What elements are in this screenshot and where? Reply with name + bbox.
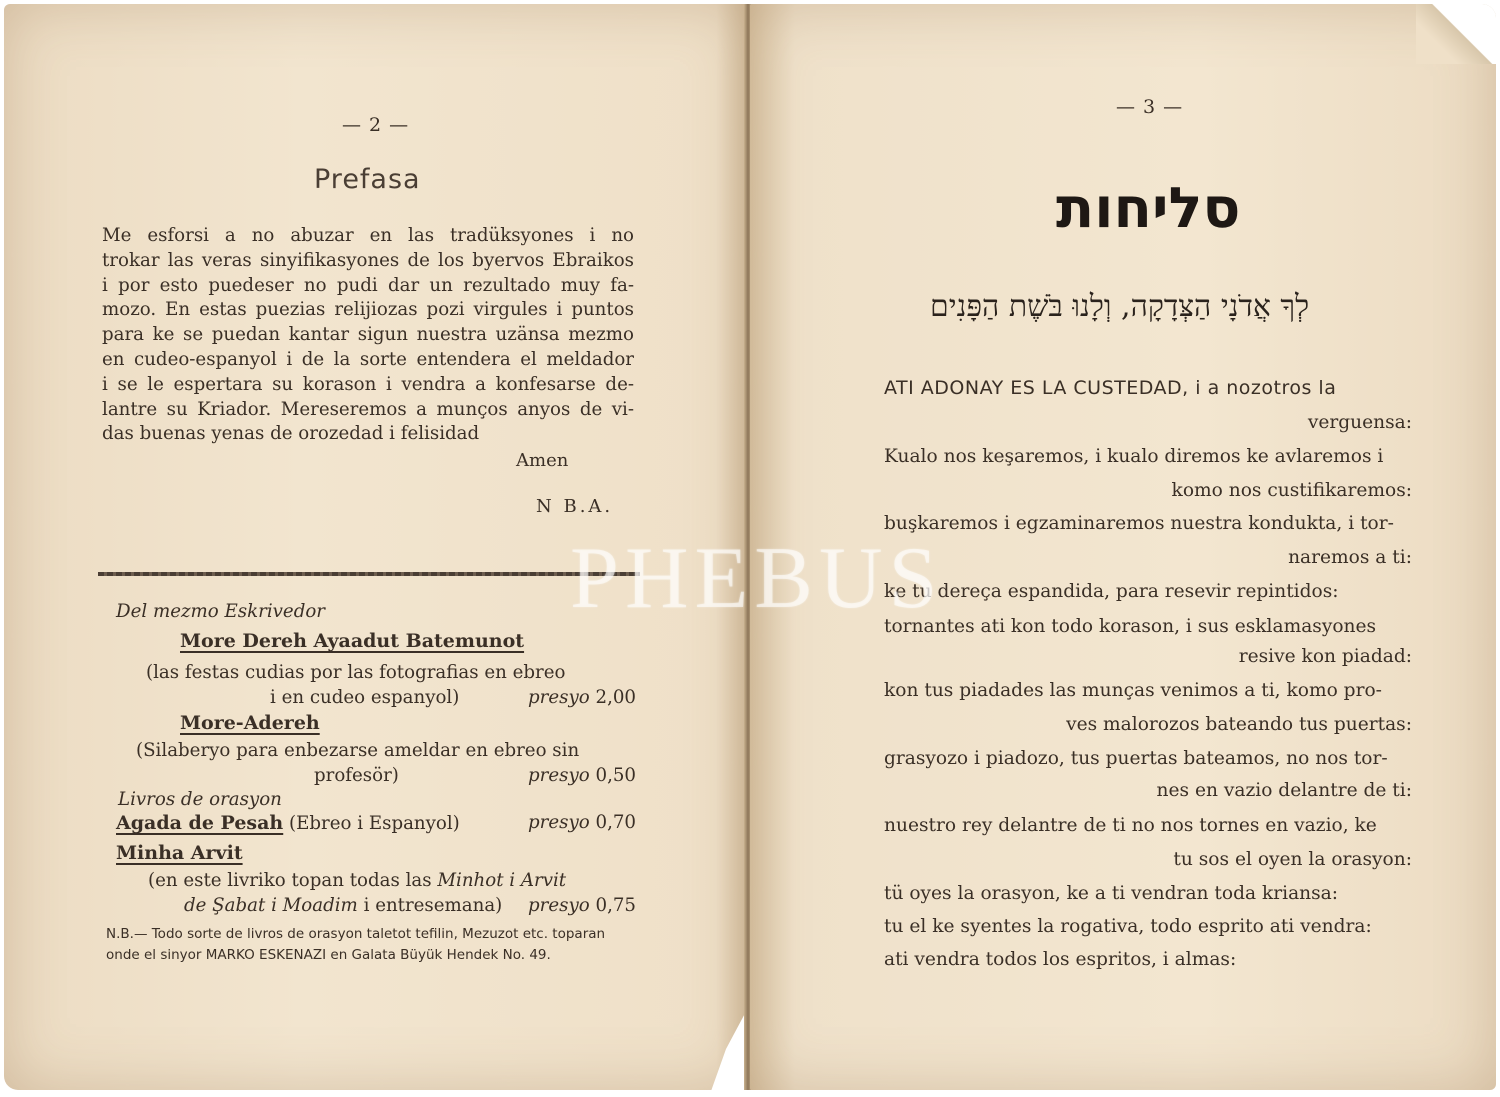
book4-desc-part: (en este livriko topan todas las xyxy=(148,870,432,891)
book4-desc-italic: Minhot i Arvit xyxy=(437,870,567,891)
price-value: 2,00 xyxy=(595,687,636,708)
book1-desc: (las festas cudias por las fotografias en ebreo xyxy=(146,662,566,683)
verse-line: tornantes ati kon todo korason, i sus esklamasyones xyxy=(884,616,1377,637)
book1-desc: i en cudeo espanyol) xyxy=(270,687,460,708)
price-value: 0,75 xyxy=(595,895,636,916)
preface-line: en cudeo-espanyol i de la sorte entendera el meldador xyxy=(102,348,634,370)
page-number-right: — 3 — xyxy=(1116,96,1184,118)
preface-line: mozo. En estas puezias relijiozas pozi virgules i puntos xyxy=(102,299,634,321)
book4-desc xyxy=(148,870,566,891)
preface-line: i por esto puedeser no pudi dar un rezultado muy fa- xyxy=(102,274,634,296)
book3-title: Agada de Pesah xyxy=(116,812,284,834)
preface-line: trokar las veras sinyifikasyones de los byervos Ebraikos xyxy=(102,249,634,271)
preface-line: i se le espertara su korason i vendra a konfesarse de- xyxy=(102,373,634,395)
book4-title: Minha Arvit xyxy=(116,842,243,864)
verse-line: grasyozo i piadozo, tus puertas bateamos, no nos tor- xyxy=(884,748,1388,769)
catalog-heading: Del mezmo Eskrivedor xyxy=(116,601,325,622)
verse-line: kon tus piadades las munças venimos a ti, komo pro- xyxy=(884,680,1382,701)
book2-desc: (Silaberyo para enbezarse ameldar en ebreo sin xyxy=(136,740,580,761)
book2-title: More-Adereh xyxy=(180,712,320,734)
book1-title: More Dereh Ayaadut Batemunot xyxy=(180,630,525,652)
catalog-subheading: Livros de orasyon xyxy=(118,789,282,810)
book3-desc: (Ebreo i Espanyol) xyxy=(289,813,460,834)
verse-line: buşkaremos i egzaminaremos nuestra kondukta, i tor- xyxy=(884,513,1394,534)
book4-price xyxy=(528,895,636,916)
verse-line: nuestro rey delantre de ti no nos tornes en vazio, ke xyxy=(884,815,1377,836)
book1-price xyxy=(528,687,636,708)
verse-line: naremos a ti: xyxy=(1288,547,1412,568)
preface-line: Me esforsi a no abuzar en las tradüksyones i no xyxy=(102,225,634,246)
verse-line: komo nos custifikaremos: xyxy=(1171,480,1412,501)
signature: N B.A. xyxy=(536,496,614,517)
verse-line: tu sos el oyen la orasyon: xyxy=(1173,849,1412,870)
price-label: presyo xyxy=(528,812,590,833)
verse-line: tü oyes la orasyon, ke a ti vendran toda kriansa: xyxy=(884,883,1339,904)
preface-text xyxy=(102,224,634,447)
page-number-left: — 2 — xyxy=(342,114,410,136)
verse-line: ke tu dereça espandida, para resevir repintidos: xyxy=(884,581,1339,602)
preface-title: Prefasa xyxy=(314,164,421,195)
preface-line: lantre su Kriador. Mereseremos a munços anyos de vi- xyxy=(102,398,634,420)
price-label: presyo xyxy=(528,687,590,708)
verse-line: Kualo nos keşaremos, i kualo diremos ke avlaremos i xyxy=(884,446,1384,467)
watermark-text: PHEBUS xyxy=(570,530,944,627)
divider-rule xyxy=(98,572,640,576)
worn-corner xyxy=(1416,4,1496,64)
verse-line: ATI ADONAY ES LA CUSTEDAD, i a nozotros la xyxy=(884,377,1337,399)
book3-line xyxy=(116,812,460,834)
price-label: presyo xyxy=(528,765,590,786)
preface-line: para ke se puedan kantar sigun nuestra uzänsa mezmo xyxy=(102,324,634,346)
verse-line: verguensa: xyxy=(1307,412,1412,433)
book2-price xyxy=(528,765,636,786)
verse-line: ati vendra todos los espritos, i almas: xyxy=(884,949,1237,970)
price-label: presyo xyxy=(528,895,590,916)
book4-desc xyxy=(184,895,502,916)
book2-desc: profesör) xyxy=(314,765,399,786)
hebrew-title: סליחות xyxy=(1056,176,1241,241)
verse-line: resive kon piadad: xyxy=(1238,646,1412,667)
book3-price xyxy=(528,812,636,833)
price-value: 0,70 xyxy=(595,812,636,833)
hebrew-subtitle: לְךָ אֲדֹנָי הַצְּדָקָה, וְלָנוּ בֹּשֶׁת הַפָּנִים xyxy=(930,289,1310,324)
verse-line: tu el ke syentes la rogativa, todo esprito ati vendra: xyxy=(884,916,1372,937)
book4-desc-italic: de Şabat i Moadim xyxy=(184,895,358,916)
verse-line: ves malorozos bateando tus puertas: xyxy=(1066,714,1412,735)
verse-line: nes en vazio delantre de ti: xyxy=(1156,780,1412,801)
price-value: 0,50 xyxy=(595,765,636,786)
book4-desc-part: i entresemana) xyxy=(363,895,503,916)
note-text: N.B.— Todo sorte de livros de orasyon taletot tefilin, Mezuzot etc. toparan onde el sinyor MARKO ESKENAZI en Galata Büyük Hendek No. 49. xyxy=(106,926,606,963)
torn-edge xyxy=(710,1004,746,1090)
closing-amen: Amen xyxy=(516,450,569,471)
preface-line: das buenas yenas de orozedad i felisidad xyxy=(102,423,480,445)
